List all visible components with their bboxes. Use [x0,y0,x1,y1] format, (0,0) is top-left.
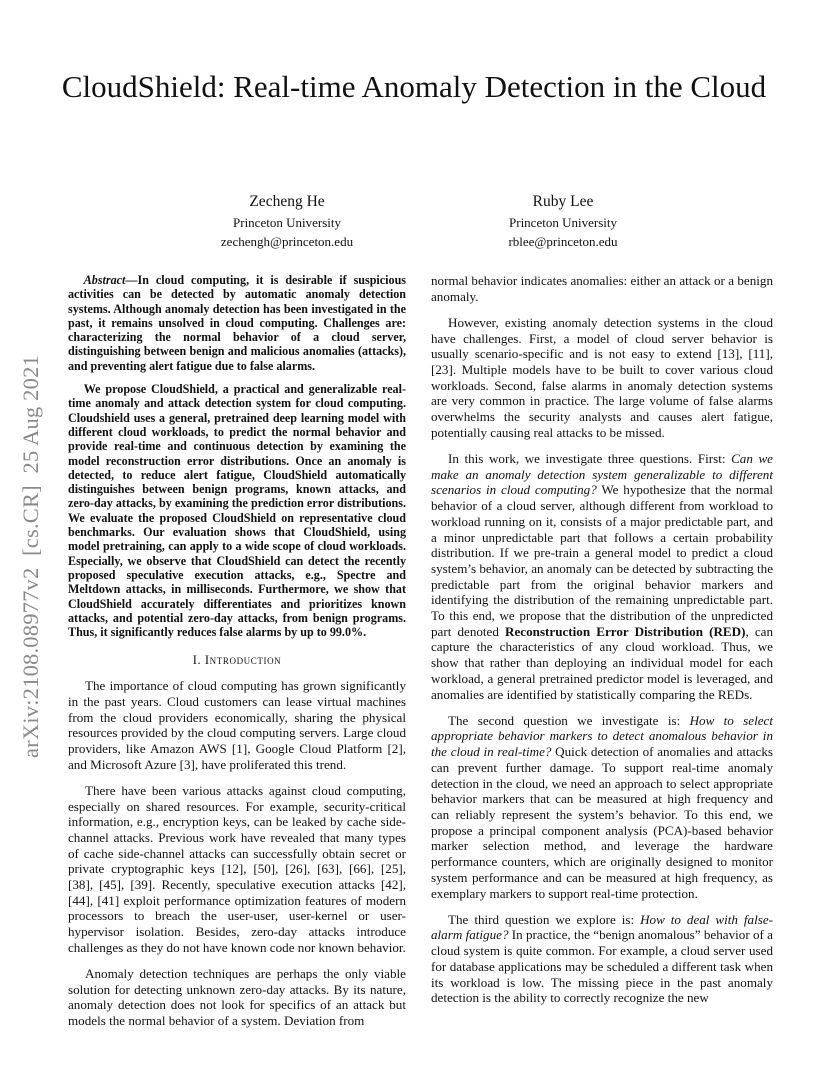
right-column [431,273,773,1016]
abstract-label: Abstract [83,273,126,287]
author-email: rblee@princeton.edu [508,234,618,249]
research-question: How to deal with false-alarm fatigue? [431,911,773,943]
paragraph-text: Quick detection of anomalies and attacks can prevent further damage. To support real-time anomaly detection in the cloud, we need an approach to select appropriate behavior markers that can be measured at high frequency and can reliably represent the system’s behavior. To this end, we propose a principal component analysis (PCA)-based behavior marker selection method, and leverage the hardware performance counters, which are originally designed to monitor system performance and can be measured at high frequency, as exemplary markers to support real-time protection. [431,744,773,901]
author-name: Ruby Lee [532,193,594,210]
research-question: How to select appropriate behavior markers to detect anomalous behavior in the cloud in real-time? [431,712,773,760]
body-paragraph: normal behavior indicates anomalies: either an attack or a benign anomaly. [431,273,773,304]
author-affiliation: Princeton University [233,215,341,230]
body-paragraph [431,451,773,702]
author-block-1 [187,192,387,251]
abstract-paragraph-1 [68,273,406,373]
arxiv-identifier: arXiv:2108.08977v2 [cs.CR] 25 Aug 2021 [18,355,43,758]
paragraph-text: The third question we explore is: [448,911,641,927]
body-paragraph: The importance of cloud computing has grown significantly in the past years. Cloud customers can lease virtual machines from the cloud providers economically, sharing the physical resources provided by the cloud computing servers. Large cloud providers, like Amazon AWS [1], Google Cloud Platform [2], and Microsoft Azure [3], have proliferated this trend. [68,678,406,772]
body-paragraph: However, existing anomaly detection systems in the cloud have challenges. First, a model of cloud server behavior is usually scenario-specific and is not easy to extend [13], [11], [23]. Multiple models have to be built to cover various cloud workloads. Second, false alarms in anomaly detection systems are very common in practice. The large volume of false alarms overwhelms the security analysts and causes alert fatigue, potentially causing real attacks to be missed. [431,314,773,440]
paragraph-text: , can capture the characteristics of any cloud workload. Thus, we show that rather than deploying an individual model for each workload, a general pretrained predictor model is leveraged, and anomalies are identified by statistically comparing the REDs. [431,623,774,702]
author-affiliation: Princeton University [509,215,617,230]
section-heading: I. Introduction [192,653,282,668]
body-paragraph: Anomaly detection techniques are perhaps the only viable solution for detecting unknown zero-day attacks. By its nature, anomaly detection does not look for specifics of an attack but models the normal behavior of a system. Deviation from [68,966,406,1029]
abstract [68,273,406,639]
author-block-2 [463,192,663,251]
body-paragraph [431,912,773,1006]
paragraph-text: The second question we investigate is: [448,712,690,728]
paragraph-text: We hypothesize that the normal behavior of a cloud server, although different from workload to workload running on it, consists of a major predictable part, and a minor unpredictable part that follows a certain probability distribution. If we pre-train a general model to predict a cloud system’s behavior, an anomaly can be detected by subtracting the predictable part from the original behavior markers and identifying the distribution of the remaining unpredictable part. To this end, we propose that the distribution of the unpredicted part denoted [431,482,773,639]
author-email: zechengh@princeton.edu [220,234,354,249]
left-column [68,273,406,1039]
author-name: Zecheng He [249,193,325,210]
paragraph-text: In this work, we investigate three questions. First: [448,451,732,467]
abstract-paragraph-2: We propose CloudShield, a practical and generalizable real-time anomaly and attack detection system for cloud computing. Cloudshield uses a general, pretrained deep learning model with different cloud workloads, to predict the normal behavior and provide real-time and continuous detection by examining the model reconstruction error distributions. Once an anomaly is detected, to reduce alert fatigue, CloudShield automatically distinguishes between benign programs, known attacks, and zero-day attacks, by examining the prediction error distributions. We evaluate the proposed CloudShield on representative cloud benchmarks. Our evaluation shows that CloudShield, using model pretraining, can apply to a wide scope of cloud workloads. Especially, we observe that CloudShield can detect the recently proposed speculative execution attacks, e.g., Spectre and Meltdown attacks, in milliseconds. Furthermore, we show that CloudShield accurately differentiates and prioritizes known attacks, and potential zero-day attacks, from benign programs. Thus, it significantly reduces false alarms by up to 99.0%. [68,382,406,640]
body-paragraph [431,713,773,901]
research-question: Can we make an anomaly detection system generalizable to different scenarios in cloud computing? [431,451,773,498]
body-paragraph: There have been various attacks against cloud computing, especially on shared resources. For example, security-critical information, e.g., encryption keys, can be leaked by cache side-channel attacks. Previous work have revealed that many types of cache side-channel attacks can successfully obtain secret or private cryptographic keys [12], [50], [26], [63], [66], [25], [38], [45], [39]. Recently, speculative execution attacks [42], [44], [41] exploit performance optimization features of modern processors to breach the user-user, user-kernel or user-hypervisor isolation. Besides, zero-day attacks introduce challenges as they do not have known code nor known behavior. [68,782,406,955]
paper-title: CloudShield: Real-time Anomaly Detection in the Cloud [61,69,767,104]
abstract-text: —In cloud computing, it is desirable if suspicious activities can be detected by automatic anomaly detection systems. Although anomaly detection has been investigated in the past, it remains unsolved in cloud computing. Challenges are: characterizing the normal behavior of a cloud server, distinguishing between benign and malicious anomalies (attacks), and preventing alert fatigue due to false alarms. [68,273,406,373]
key-term: Reconstruction Error Distribution (RED) [505,623,746,639]
paragraph-text: In practice, the “benign anomalous” behavior of a cloud system is quite common. For example, a cloud server used for database applications may be scheduled a different task when its workload is low. The missing piece in the past anomaly detection is the ability to correctly recognize the new [431,927,773,1006]
